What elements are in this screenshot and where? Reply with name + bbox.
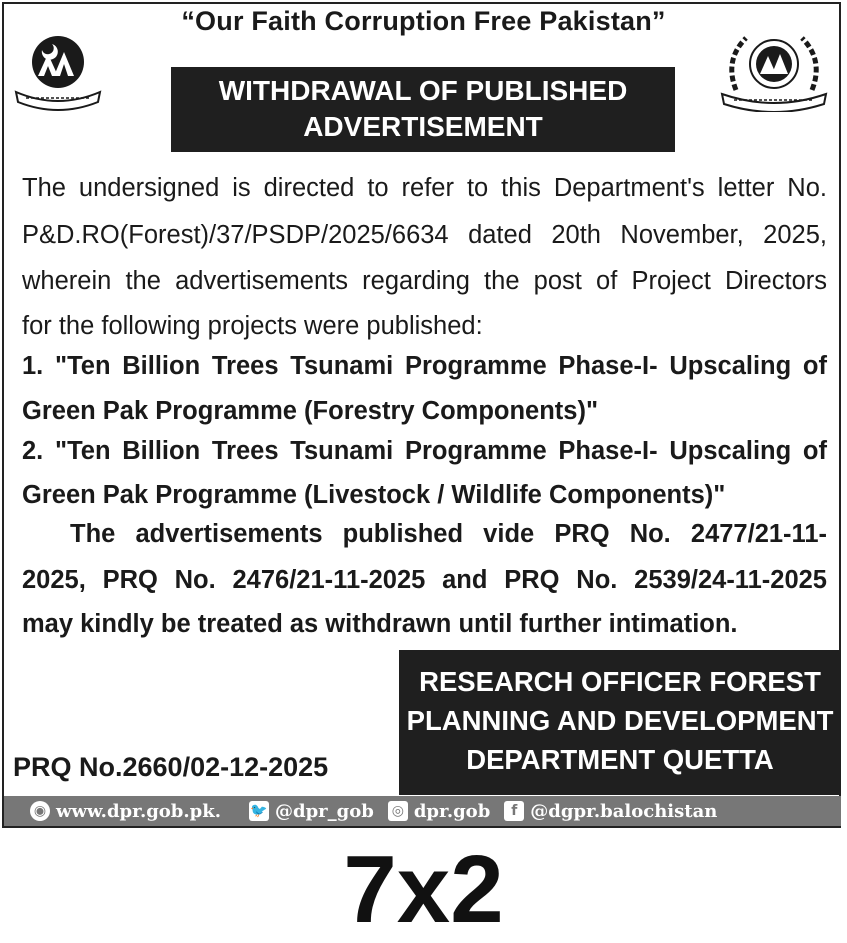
prq-number: PRQ No.2660/02-12-2025 (13, 752, 329, 782)
ad-size-label: 7x2 (343, 836, 504, 943)
project-2-line-2: Green Pak Programme (Livestock / Wildlife Components)" (22, 481, 726, 509)
facebook-text: @dgpr.balochistan (530, 800, 718, 822)
instagram-icon: ◎ (388, 801, 408, 821)
twitter-text: @dpr_gob (274, 800, 374, 822)
footer-twitter[interactable] (249, 801, 374, 822)
body-line-2: P&D.RO(Forest)/37/PSDP/2025/6634 dated 20th November, 2025, (22, 221, 827, 249)
footer-website[interactable] (30, 801, 221, 822)
body-line-3: wherein the advertisements regarding the post of Project Directors (22, 267, 827, 295)
footer-instagram[interactable] (388, 801, 490, 822)
project-1-line-1: 1. "Ten Billion Trees Tsunami Programme Phase-I- Upscaling of (22, 352, 827, 380)
title-line-2: ADVERTISEMENT (303, 111, 543, 142)
footer-bar (4, 796, 841, 826)
closing-line-3: may kindly be treated as withdrawn until further intimation. (22, 610, 738, 638)
closing-line-1: The advertisements published vide PRQ No. 2477/21-11- (70, 520, 827, 548)
globe-icon: ◉ (30, 801, 50, 821)
closing-line-2: 2025, PRQ No. 2476/21-11-2025 and PRQ No. 2539/24-11-2025 (22, 566, 827, 594)
twitter-icon: 🐦 (250, 803, 268, 819)
signature-line-2: PLANNING AND DEVELOPMENT (406, 705, 834, 736)
footer-facebook[interactable] (504, 801, 717, 822)
balochistan-emblem-icon (12, 30, 104, 112)
title-line-1: WITHDRAWAL OF PUBLISHED (218, 75, 628, 106)
slogan: “Our Faith Corruption Free Pakistan” (181, 6, 666, 36)
project-2-line-1: 2. "Ten Billion Trees Tsunami Programme Phase-I- Upscaling of (22, 437, 827, 465)
dgpr-emblem-icon (716, 30, 832, 112)
signature-box (399, 650, 841, 795)
instagram-text: dpr.gob (413, 800, 491, 822)
facebook-icon: f (504, 801, 524, 821)
signature-line-3: DEPARTMENT QUETTA (466, 744, 774, 775)
website-text: www.dpr.gob.pk. (56, 800, 221, 822)
body-line-1: The undersigned is directed to refer to this Department's letter No. (22, 174, 827, 202)
project-1-line-2: Green Pak Programme (Forestry Components)" (22, 397, 599, 425)
body-line-4: for the following projects were published: (22, 312, 483, 340)
withdrawal-title-box (171, 67, 675, 152)
signature-line-1: RESEARCH OFFICER FOREST (419, 666, 821, 697)
